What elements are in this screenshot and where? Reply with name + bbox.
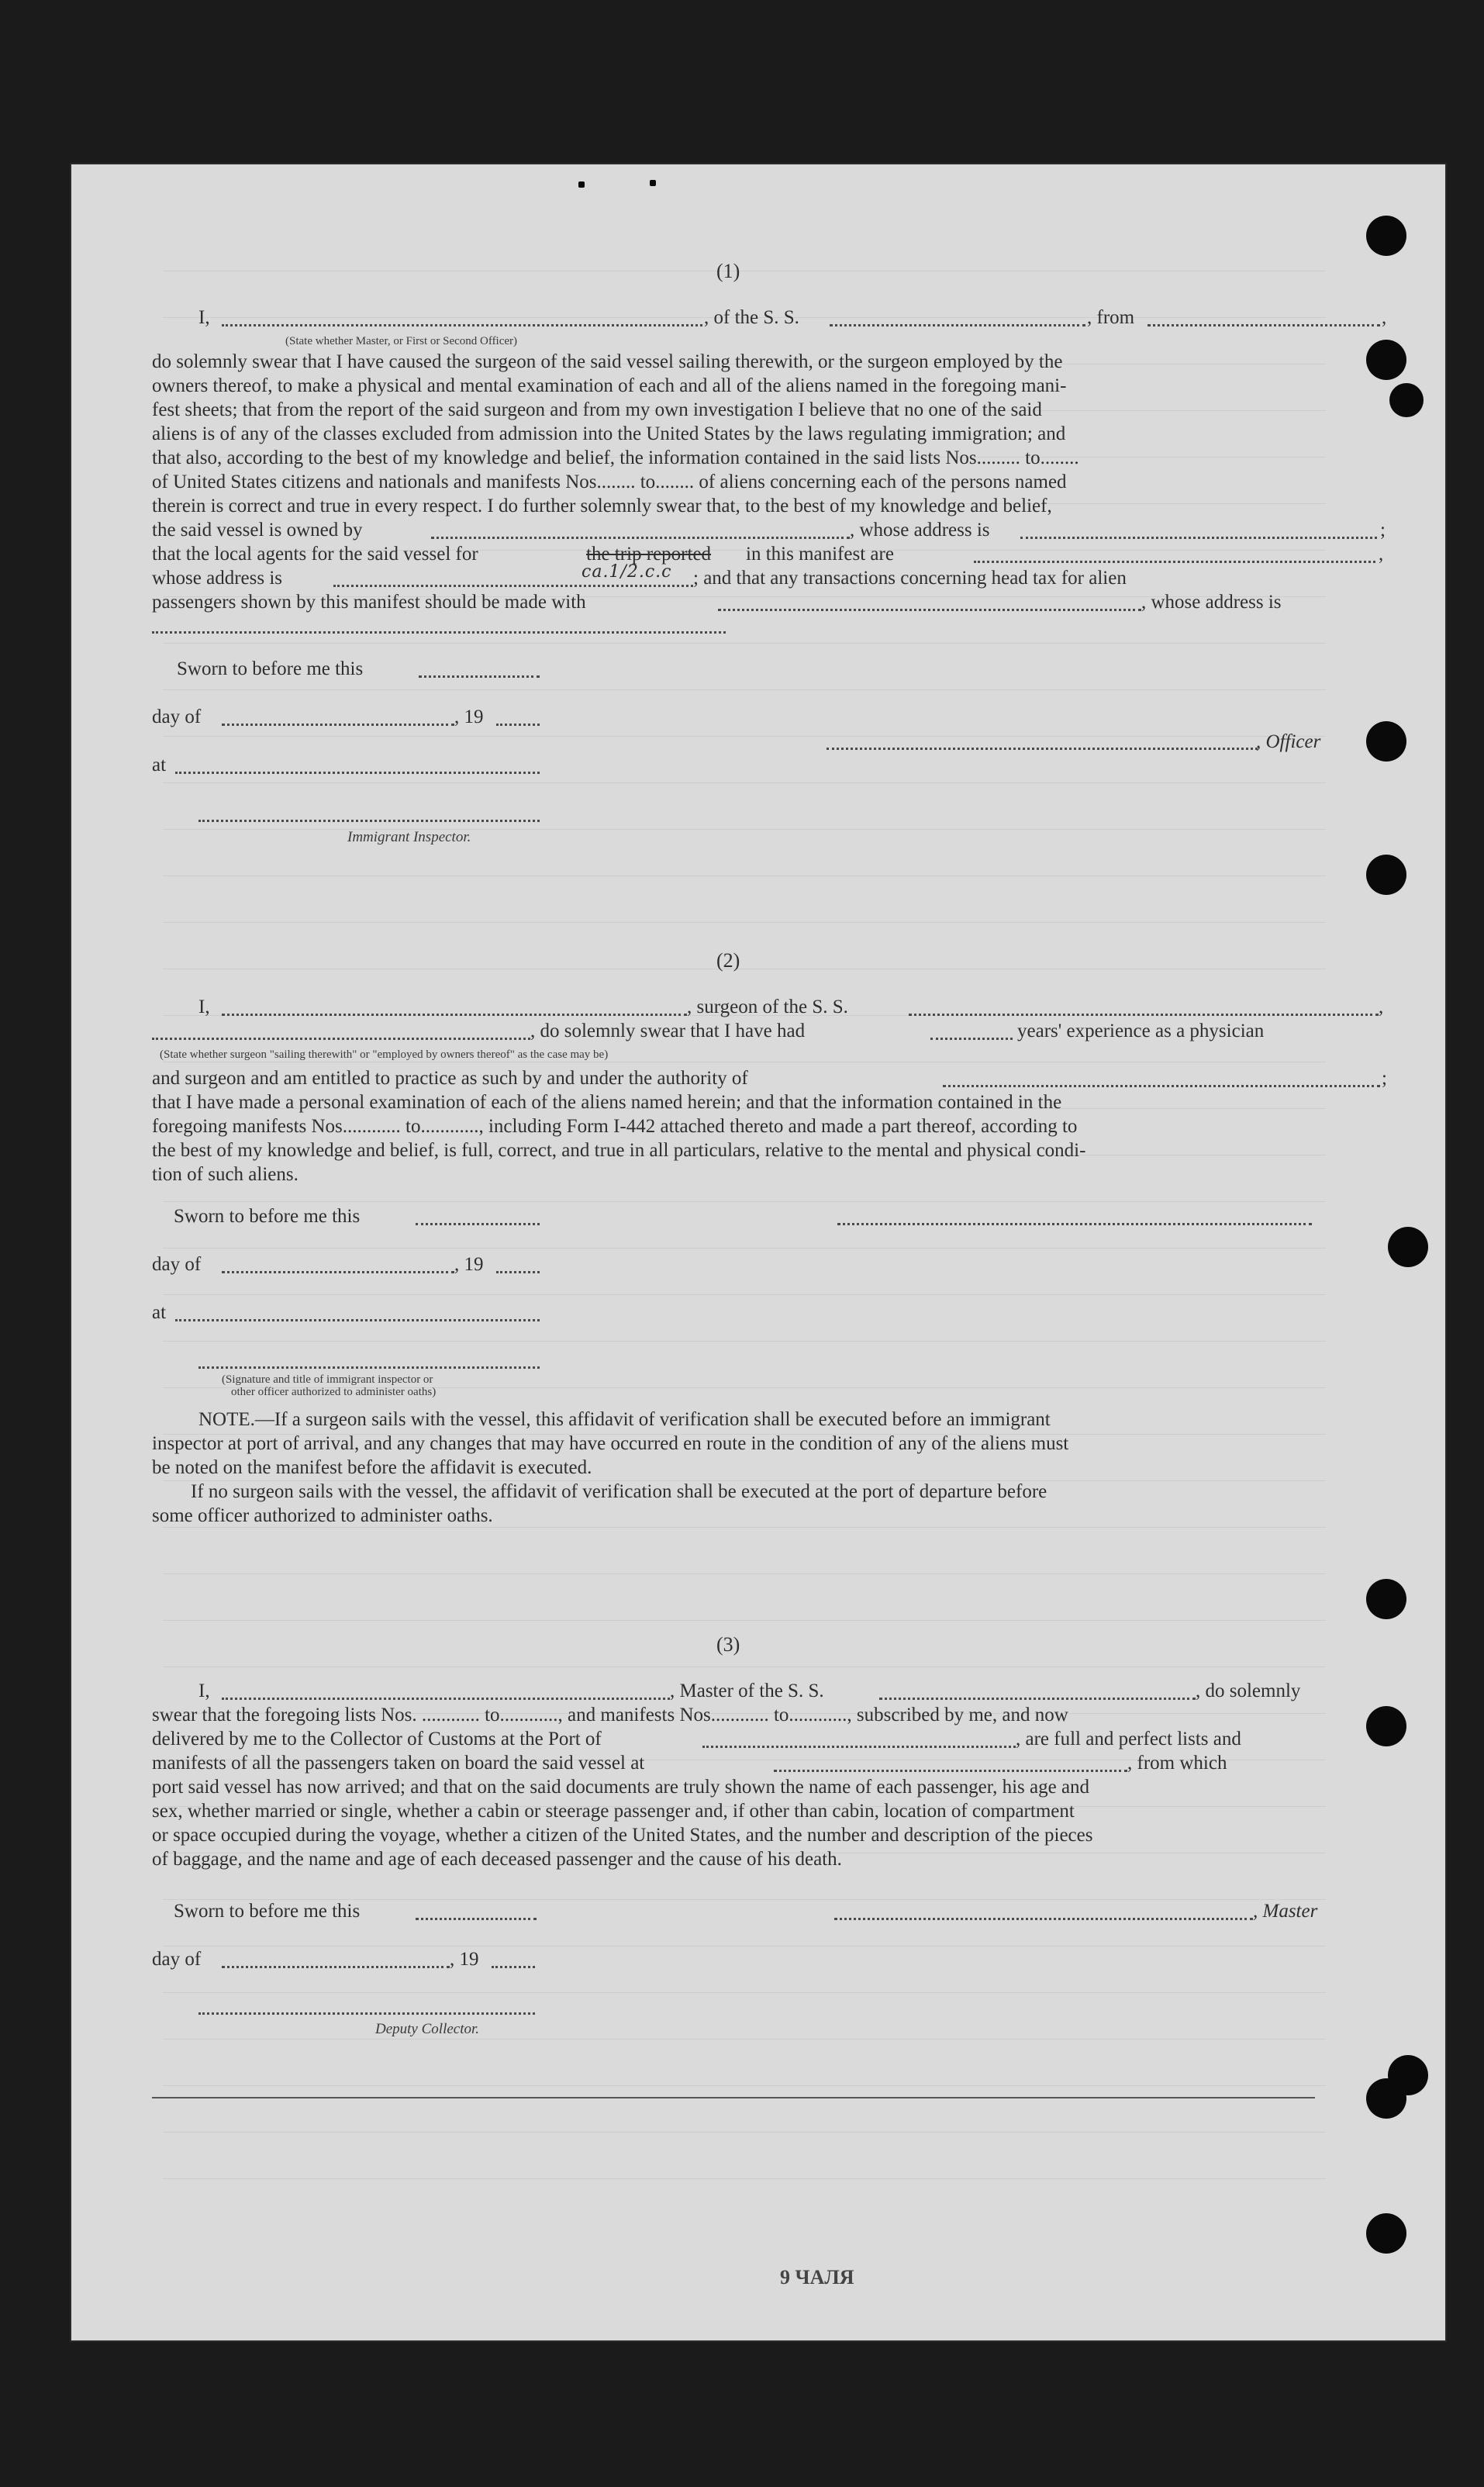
note-line: If no surgeon sails with the vessel, the affidavit of verification shall be executed at the port of departure before [191,1481,1047,1502]
s2-semicolon: ; [1382,1068,1387,1089]
s2-inspector-signature-field[interactable] [198,1366,540,1369]
note-line: NOTE.—If a surgeon sails with the vessel, this affidavit of verification shall be executed before an immigrant [198,1409,1051,1430]
s3-from-which: , from which [1127,1753,1227,1774]
s2-sworn-label: Sworn to before me this [174,1206,361,1227]
s3-day-label: day of [152,1949,202,1970]
s1-officer-signature-field[interactable] [827,748,1258,750]
s3-para-line: of baggage, and the name and age of each deceased passenger and the cause of his death. [152,1849,842,1870]
s3-day-field[interactable] [222,1966,450,1968]
s1-para-line: therein is correct and true in every respect. I do further solemnly swear that, to the best of my knowledge and belief, [152,496,1052,516]
s1-para-line: do solemnly swear that I have caused the surgeon of the said vessel sailing therewith, or the surgeon employed by the [152,351,1063,372]
s2-i: I, [198,997,210,1017]
s2-signature-caption-2: other officer authorized to administer oaths) [231,1386,437,1398]
s1-i: I, [198,307,210,328]
s3-master-of-ss: , Master of the S. S. [670,1680,824,1701]
s1-day-field[interactable] [222,724,454,726]
s2-surgeon-of-ss: , surgeon of the S. S. [687,997,848,1017]
note-line: some officer authorized to administer oaths. [152,1505,493,1526]
s3-para-line: sex, whether married or single, whether a cabin or steerage passenger and, if other than cabin, location of compartment [152,1801,1075,1822]
s2-day-label: day of [152,1254,202,1275]
punch-hole [1389,383,1424,417]
speck [650,180,656,186]
s2-signature-caption-1: (Signature and title of immigrant inspector or [222,1373,433,1386]
punch-hole [1366,2078,1406,2119]
s2-at-field[interactable] [175,1319,540,1321]
s3-para-line: port said vessel has now arrived; and that on the said documents are truly shown the name of each passenger, his age and [152,1777,1090,1798]
s1-inspector-caption: Immigrant Inspector. [347,829,471,845]
s1-vessel-field[interactable] [830,324,1085,326]
s3-taken-label: manifests of all the passengers taken on board the said vessel at [152,1753,645,1774]
s2-authority-field[interactable] [943,1085,1380,1087]
s2-swear-text: , do solemnly swear that I have had [530,1021,806,1041]
s2-years-text: years' experience as a physician [1017,1021,1265,1041]
note-line: inspector at port of arrival, and any changes that may have occurred en route in the condition of any of the aliens must [152,1433,1069,1454]
bottom-handwriting: 9 ЧАЛЯ [780,2266,854,2288]
section1-number: (1) [716,260,740,282]
s1-from-field[interactable] [1148,324,1380,326]
s2-surgeon-type-field[interactable] [152,1038,530,1040]
s1-sworn-label: Sworn to before me this [177,658,364,679]
s1-year-label: , 19 [454,706,484,727]
s2-surgeon-signature-field[interactable] [837,1223,1312,1225]
s3-sworn-field[interactable] [416,1918,537,1920]
s3-taken-at-field[interactable] [774,1770,1127,1772]
s3-year-field[interactable] [492,1966,535,1968]
s2-surgeon-name-field[interactable] [222,1014,687,1016]
s3-solemnly: , do solemnly [1196,1680,1301,1701]
punch-hole [1366,1579,1406,1619]
s2-year-label: , 19 [454,1254,484,1275]
s1-of-ss: , of the S. S. [704,307,799,328]
s2-authority-text: and surgeon and am entitled to practice as such by and under the authority of [152,1068,748,1089]
punch-hole [1366,721,1406,762]
punch-hole [1388,1227,1428,1267]
s1-transactions-field[interactable] [718,609,1141,611]
punch-hole [1366,2213,1406,2254]
s2-sworn-field[interactable] [416,1223,540,1225]
s3-master-name-field[interactable] [222,1698,670,1700]
s3-sworn-label: Sworn to before me this [174,1901,361,1922]
s1-headtax-text: ; and that any transactions concerning head tax for alien [693,568,1127,589]
s2-years-field[interactable] [930,1038,1013,1040]
s1-agents-label: that the local agents for the said vessel for [152,544,478,565]
section3-number: (3) [716,1633,740,1656]
s3-para-line: swear that the foregoing lists Nos. ............ to............, and manifests Nos............ to............, subscribed by me, and now [152,1705,1068,1725]
s1-transactions-address-field[interactable] [152,631,726,634]
s3-i: I, [198,1680,210,1701]
s1-para-line: that also, according to the best of my knowledge and belief, the information contained in the said lists Nos......... to........ [152,447,1079,468]
s1-officer-caption: , Officer [1256,731,1321,752]
punch-hole [1366,216,1406,256]
s3-year-label: , 19 [450,1949,479,1970]
section2-number: (2) [716,949,740,972]
s1-at-label: at [152,755,167,775]
s3-port-field[interactable] [702,1746,1016,1748]
note-line: be noted on the manifest before the affidavit is executed. [152,1457,592,1478]
s1-officer-name-field[interactable] [222,324,702,326]
s1-struck-text: the trip reported [586,544,712,565]
s2-para-line: tion of such aliens. [152,1164,299,1185]
s1-agents-field[interactable] [974,561,1375,563]
s1-sworn-field[interactable] [419,675,540,678]
punch-hole [1366,340,1406,380]
s1-day-label: day of [152,706,202,727]
s1-comma: , [1382,307,1387,328]
s2-sub-caption: (State whether surgeon "sailing therewith" or "employed by owners thereof" as the case may be) [160,1048,609,1061]
s2-vessel-field[interactable] [909,1014,1379,1016]
s2-at-label: at [152,1302,167,1323]
punch-hole [1366,1706,1406,1746]
s1-para-line: owners thereof, to make a physical and mental examination of each and all of the aliens named in the foregoing mani- [152,375,1067,396]
s1-inspector-signature-field[interactable] [198,820,540,822]
speck [578,181,585,188]
s3-port-label: delivered by me to the Collector of Customs at the Port of [152,1729,602,1750]
s2-comma: , [1379,997,1384,1017]
s1-comma-2: , [1379,544,1384,565]
s1-transactions-label: passengers shown by this manifest should be made with [152,592,586,613]
s1-semicolon: ; [1380,520,1386,541]
s3-para-line: or space occupied during the voyage, whether a citizen of the United States, and the number and description of the pieces [152,1825,1093,1846]
s1-whose-address: , whose address is [1141,592,1282,613]
s1-at-field[interactable] [175,772,540,774]
s1-owner-field[interactable] [431,537,850,539]
s3-collector-signature-field[interactable] [198,2012,535,2015]
bottom-divider [152,2097,1315,2098]
s3-master-caption: , Master [1253,1901,1318,1922]
s1-year-field[interactable] [496,724,540,726]
s3-full-lists: , are full and perfect lists and [1016,1729,1241,1750]
s2-day-field[interactable] [222,1271,454,1273]
handwritten-scrawl: ca.1/2.c.c [582,562,672,582]
s3-master-signature-field[interactable] [834,1918,1253,1920]
s1-address-label: , whose address is [850,520,990,541]
s2-para-line: that I have made a personal examination of each of the aliens named herein; and that the information contained in the [152,1092,1062,1113]
s2-para-line: the best of my knowledge and belief, is full, correct, and true in all particulars, relative to the mental and physical condi- [152,1140,1086,1161]
s1-para-line: aliens is of any of the classes excluded from admission into the United States by the laws regulating immigration; and [152,423,1066,444]
s3-collector-caption: Deputy Collector. [375,2021,480,2037]
s1-owner-address-field[interactable] [1020,537,1377,539]
s1-agents-address-field[interactable] [333,585,693,587]
manifest-back-page [70,163,1447,2342]
punch-hole [1366,855,1406,895]
s1-from: , from [1087,307,1135,328]
s1-address-label-2: whose address is [152,568,283,589]
s2-para-line: foregoing manifests Nos............ to............, including Form I-442 attached thereto and made a part thereof, according to [152,1116,1078,1137]
s1-owned-label: the said vessel is owned by [152,520,363,541]
s1-para-line: fest sheets; that from the report of the said surgeon and from my own investigation I believe that no one of the said [152,399,1042,420]
s1-agents-label-2: in this manifest are [746,544,894,565]
s2-year-field[interactable] [496,1271,540,1273]
s1-para-line: of United States citizens and nationals and manifests Nos........ to........ of aliens concerning each of the persons named [152,471,1067,492]
s1-sub-caption: (State whether Master, or First or Second Officer) [285,335,518,347]
s3-vessel-field[interactable] [879,1698,1196,1700]
